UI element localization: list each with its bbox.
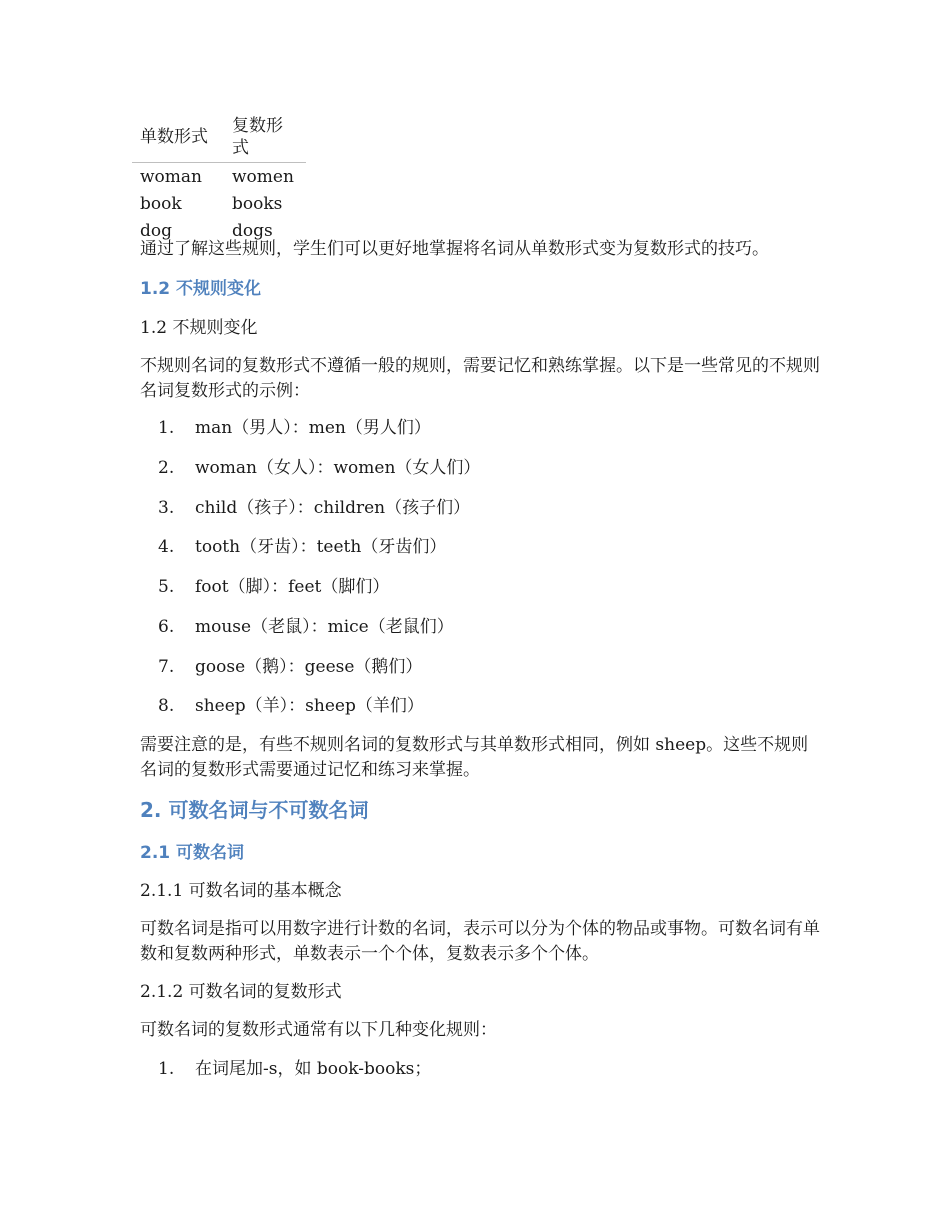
table-cell: dogs bbox=[232, 221, 273, 241]
subheading-2-1-1: 2.1.1 可数名词的基本概念 bbox=[140, 881, 342, 901]
list-item: woman（女人）：women（女人们） bbox=[195, 458, 481, 478]
list-item: tooth（牙齿）：teeth（牙齿们） bbox=[195, 537, 447, 557]
list-item: child（孩子）：children（孩子们） bbox=[195, 498, 471, 518]
list-item-number: 5. bbox=[158, 577, 175, 597]
list-item: 在词尾加-s，如 book-books； bbox=[195, 1059, 432, 1079]
list-item: goose（鹅）：geese（鹅们） bbox=[195, 657, 423, 677]
heading-2: 2. 可数名词与不可数名词 bbox=[140, 798, 369, 822]
list-item-number: 1. bbox=[158, 418, 175, 438]
list-item-number: 4. bbox=[158, 537, 175, 557]
list-item-number: 1. bbox=[158, 1059, 175, 1079]
heading-1-2: 1.2 不规则变化 bbox=[140, 279, 262, 299]
table-header-plural: 复数形式 bbox=[224, 113, 306, 163]
list-item: foot（脚）：feet（脚们） bbox=[195, 577, 390, 597]
heading-2-1: 2.1 可数名词 bbox=[140, 843, 245, 863]
table-header-singular: 单数形式 bbox=[132, 113, 224, 163]
rules-intro-paragraph: 可数名词的复数形式通常有以下几种变化规则： bbox=[140, 1020, 497, 1040]
table-cell: woman bbox=[140, 167, 202, 187]
subheading-1-2: 1.2 不规则变化 bbox=[140, 318, 258, 338]
note-paragraph: 需要注意的是，有些不规则名词的复数形式与其单数形式相同，例如 sheep。这些不规则名词的复数形式需要通过记忆和练习来掌握。 bbox=[140, 735, 809, 780]
table-cell: book bbox=[140, 194, 182, 214]
list-item-number: 7. bbox=[158, 657, 175, 677]
subheading-2-1-2: 2.1.2 可数名词的复数形式 bbox=[140, 982, 342, 1002]
list-item-number: 2. bbox=[158, 458, 175, 478]
singular-plural-table bbox=[132, 113, 306, 244]
list-item: man（男人）：men（男人们） bbox=[195, 418, 431, 438]
table-cell: dog bbox=[140, 221, 172, 241]
table-row bbox=[132, 163, 306, 191]
list-item: mouse（老鼠）：mice（老鼠们） bbox=[195, 617, 454, 637]
list-item-number: 6. bbox=[158, 617, 175, 637]
table-header-row bbox=[132, 113, 306, 163]
list-item-number: 3. bbox=[158, 498, 175, 518]
irregular-intro-paragraph: 不规则名词的复数形式不遵循一般的规则，需要记忆和熟练掌握。以下是一些常见的不规则名词复数形式的示例： bbox=[140, 356, 820, 401]
summary-paragraph: 通过了解这些规则，学生们可以更好地掌握将名词从单数形式变为复数形式的技巧。 bbox=[140, 239, 769, 259]
table-row bbox=[132, 190, 306, 217]
table-cell: books bbox=[232, 194, 283, 214]
table-cell: women bbox=[232, 167, 294, 187]
list-item: sheep（羊）：sheep（羊们） bbox=[195, 696, 424, 716]
list-item-number: 8. bbox=[158, 696, 175, 716]
countable-paragraph: 可数名词是指可以用数字进行计数的名词，表示可以分为个体的物品或事物。可数名词有单数和复数两种形式，单数表示一个个体，复数表示多个个体。 bbox=[140, 919, 820, 964]
